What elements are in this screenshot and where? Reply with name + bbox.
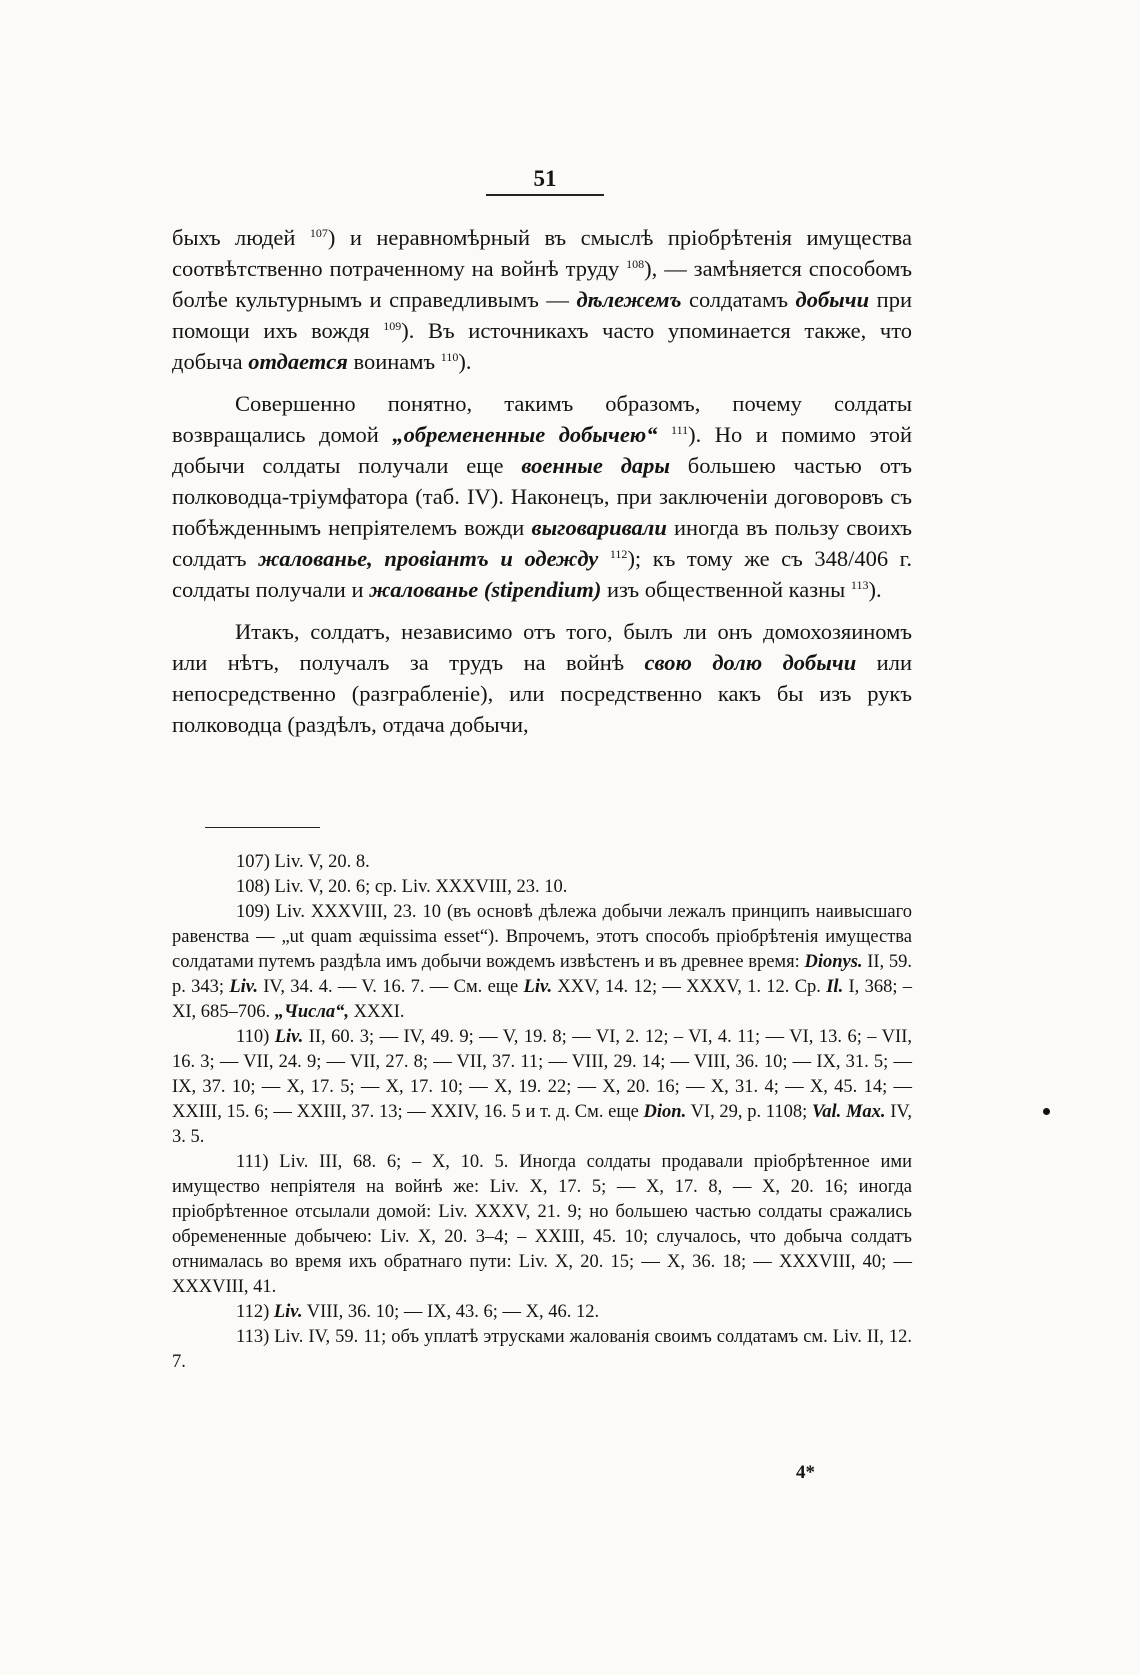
text-run: иногда въ пользу своихъ солдатъ [172, 515, 912, 571]
paragraph [172, 222, 912, 377]
text-run: Совершенно понятно, такимъ образомъ, почему солдаты возвращались домой [172, 391, 912, 447]
text-run: ), — замѣняется способомъ болѣе культурнымъ и справедливымъ — [172, 256, 913, 312]
footnote-ref: 108 [626, 257, 645, 271]
footnote [172, 900, 912, 1025]
footnote-ref: 107 [309, 226, 328, 240]
text-run: ). Но и помимо этой добычи солдаты получали еще [172, 422, 913, 478]
emphasis-text: добычи [795, 287, 870, 312]
text-run: II, 59. p. 343; [172, 952, 912, 997]
text-run: IV, 34. 4. — V. 16. 7. — См. еще [257, 977, 524, 997]
main-text [172, 222, 912, 751]
footnote-ref: 109 [383, 319, 402, 333]
paragraph [172, 616, 912, 740]
emphasis-text: „Числа“, [274, 1002, 349, 1022]
emphasis-text: военные дары [521, 453, 670, 478]
footnote-ref: 113 [850, 578, 869, 592]
text-run: солдатамъ [681, 287, 796, 312]
paragraph [172, 388, 912, 605]
text-run: XXV, 14. 12; — XXXV, 1. 12. Ср. [552, 977, 827, 997]
text-run: воинамъ [347, 349, 441, 374]
emphasis-text: Dion. [643, 1102, 687, 1122]
footnote [172, 1300, 912, 1325]
footnote [172, 875, 912, 900]
emphasis-text: Liv. [274, 1027, 304, 1047]
text-run: ); къ тому же съ 348/406 г. солдаты получали и [172, 546, 913, 602]
text-run: 113) Liv. IV, 59. 11; объ уплатѣ этрусками жалованія своимъ солдатамъ см. Liv. II, 12. 7. [172, 1327, 912, 1372]
text-run: VIII, 36. 10; — IX, 43. 6; — X, 46. 12. [302, 1302, 600, 1322]
signature-mark: 4* [796, 1462, 815, 1483]
text-run: или непосредственно (разграбленіе), или посредственно какъ бы изъ рукъ полководца (раздѣлъ, отдача добычи, [172, 650, 912, 737]
text-run [657, 422, 671, 447]
footnote [172, 850, 912, 875]
footnote-ref: 110 [440, 350, 459, 364]
footnote [172, 1150, 912, 1300]
text-run: ). [458, 349, 472, 374]
emphasis-text: выговаривали [531, 515, 667, 540]
text-run: при помощи ихъ вождя [172, 287, 912, 343]
emphasis-text: Liv. [523, 977, 553, 997]
text-run: ) и неравномѣрный въ смыслѣ пріобрѣтенія имущества соотвѣтственно потраченному на войнѣ труду [172, 225, 912, 281]
footnote-divider [205, 827, 320, 828]
text-run: XXXI. [349, 1002, 405, 1022]
text-run: 108) Liv. V, 20. 6; cp. Liv. XXXVIII, 23. 10. [236, 877, 568, 897]
text-run [598, 546, 610, 571]
text-run: 109) Liv. XXXVIII, 23. 10 (въ основѣ дѣлежа добычи лежалъ принципъ наивысшаго равенства — „ut quam æquissima esset“). Впрочемъ, этотъ способъ пріобрѣтенія имущества солдатами путемъ раздѣла имъ добычи вождемъ извѣстенъ и въ древнее время: [172, 902, 912, 972]
page-number: 51 [486, 166, 604, 196]
text-run: 110) [236, 1027, 275, 1047]
text-run: 111) Liv. III, 68. 6; – X, 10. 5. Иногда солдаты продавали пріобрѣтенное ими имущество непріятеля на войнѣ же: Liv. X, 17. 5; — X, 17. 8, — X, 20. 16; иногда пріобрѣтенное отсылали домой: Liv. XXXV, 21. 9; но большею частью солдаты сражались обремененные добычею: Liv. X, 20. 3–4; – XXIII, 45. 10; случалось, что добыча солдатъ отнималась во время ихъ обратнаго пути: Liv. X, 20. 15; — X, 36. 18; — XXXVIII, 40; — XXXVIII, 41. [172, 1152, 912, 1297]
emphasis-text: Liv. [273, 1302, 303, 1322]
text-run: ). [868, 577, 882, 602]
emphasis-text: жалованье (stipendium) [369, 577, 602, 602]
ink-speck [1043, 1108, 1050, 1115]
emphasis-text: свою долю добычи [644, 650, 857, 675]
footnote [172, 1025, 912, 1150]
footnote [172, 1325, 912, 1375]
footnote-ref: 111 [671, 423, 689, 437]
emphasis-text: отдается [248, 349, 348, 374]
text-run: быхъ людей [172, 225, 310, 250]
emphasis-text: жалованье, провіантъ и одежду [258, 546, 599, 571]
text-run: 107) Liv. V, 20. 8. [236, 852, 370, 872]
text-run: VI, 29, p. 1108; [686, 1102, 812, 1122]
text-run: II, 60. 3; — IV, 49. 9; — V, 19. 8; — VI, 2. 12; – VI, 4. 11; — VI, 13. 6; – VII, 16. 3; — VII, 24. 9; — VII, 27. 8; — VII, 37. 11; — VIII, 29. 14; — VIII, 36. 10; — IX, 31. 5; — IX, 37. 10; — X, 17. 5; — X, 17. 10; — X, 19. 22; — X, 20. 16; — X, 31. 4; — X, 45. 14; — XXIII, 15. 6; — XXIII, 37. 13; — XXIV, 16. 5 и т. д. См. еще [172, 1027, 912, 1122]
footnote-ref: 112 [609, 547, 628, 561]
text-run: IV, 3. 5. [172, 1102, 912, 1147]
emphasis-text: „обремененные добычею“ [392, 422, 658, 447]
emphasis-text: Val. Max. [811, 1102, 886, 1122]
emphasis-text: Dionys. [804, 952, 863, 972]
text-run: I, 368; – XI, 685–706. [172, 977, 913, 1022]
text-run: изъ общественной казны [601, 577, 851, 602]
footnotes [172, 850, 912, 1375]
text-run: Итакъ, солдатъ, независимо отъ того, былъ ли онъ домохозяиномъ или нѣтъ, получалъ за трудъ на войнѣ [172, 619, 912, 675]
text-run: 112) [236, 1302, 274, 1322]
emphasis-text: Il. [826, 977, 844, 997]
emphasis-text: дѣлежемъ [576, 287, 682, 312]
text-run: ). Въ источникахъ часто упоминается также, что добыча [172, 318, 913, 374]
text-run: большею частью отъ полководца-тріумфатора (таб. IV). Наконецъ, при заключеніи договоровъ съ побѣжденнымъ непріятелемъ вожди [172, 453, 912, 540]
emphasis-text: Liv. [229, 977, 258, 997]
